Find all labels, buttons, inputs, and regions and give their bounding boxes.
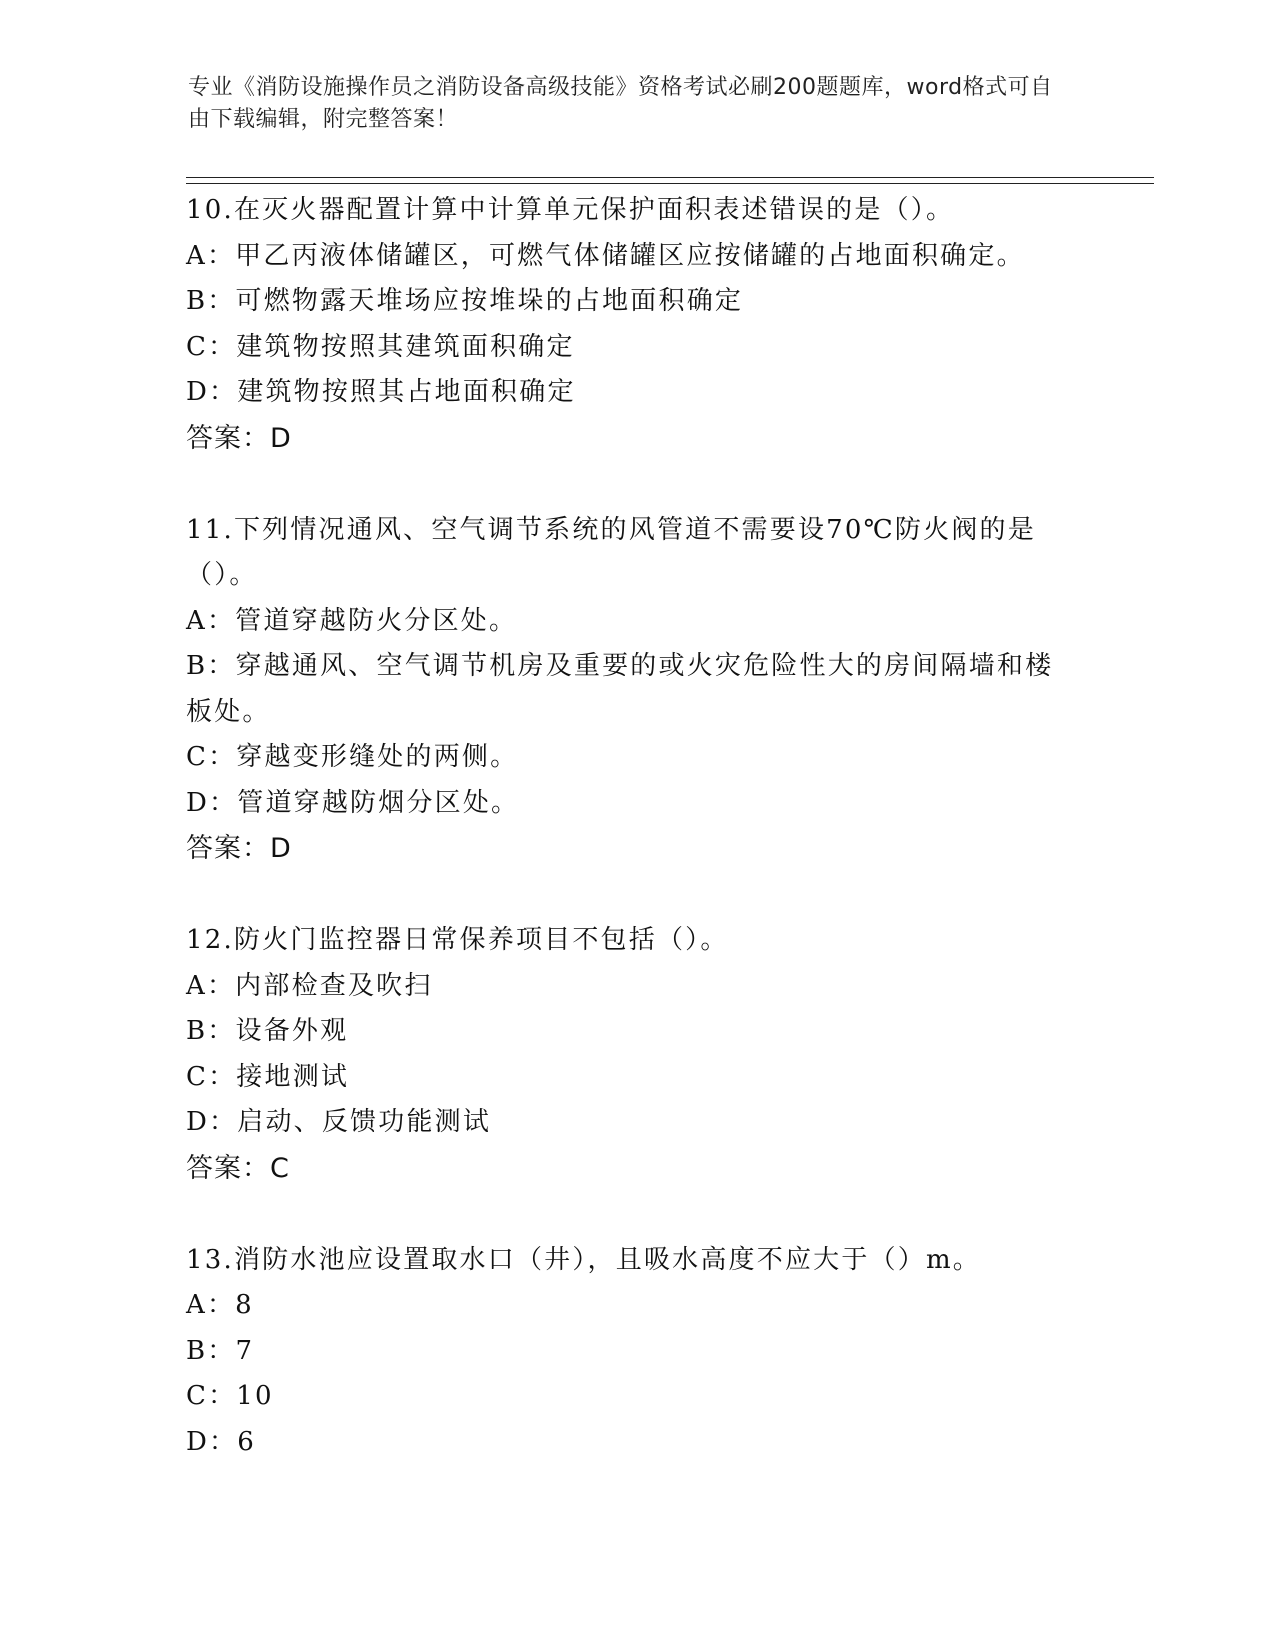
header-rule-bottom — [186, 183, 1154, 184]
option-c: C：建筑物按照其建筑面积确定 — [186, 331, 575, 362]
answer-line: 答案：D — [186, 422, 292, 454]
option-d: D：建筑物按照其占地面积确定 — [186, 377, 576, 407]
question-stem: 11.下列情况通风、空气调节系统的风管道不需要设70℃防火阀的是（）。 — [186, 514, 1036, 590]
option-a: A：内部检查及吹扫 — [186, 970, 433, 1001]
answer-line: 答案：D — [186, 833, 292, 864]
option-c: C：穿越变形缝处的两侧。 — [186, 742, 519, 772]
option-b: B：设备外观 — [186, 1016, 349, 1046]
option-a: A：8 — [186, 1290, 254, 1320]
option-b: B：穿越通风、空气调节机房及重要的或火灾危险性大的房间隔墙和楼板处。 — [186, 651, 1054, 727]
option-c: C：接地测试 — [186, 1061, 350, 1092]
question-10 — [186, 188, 1086, 462]
question-12 — [186, 918, 1086, 1192]
option-c: C：10 — [186, 1381, 274, 1411]
option-d: D：启动、反馈功能测试 — [186, 1107, 492, 1137]
question-13 — [186, 1238, 1086, 1466]
option-b: B：7 — [186, 1335, 255, 1366]
option-d: D：6 — [186, 1426, 256, 1457]
option-a: A：甲乙丙液体储罐区，可燃气体储罐区应按储罐的占地面积确定。 — [186, 240, 1025, 271]
option-d: D：管道穿越防烟分区处。 — [186, 787, 520, 818]
question-stem: 12.防火门监控器日常保养项目不包括（）。 — [186, 925, 729, 955]
option-a: A：管道穿越防火分区处。 — [186, 605, 518, 636]
question-stem: 13.消防水池应设置取水口（井），且吸水高度不应大于（）m。 — [186, 1244, 982, 1275]
option-b: B：可燃物露天堆场应按堆垛的占地面积确定 — [186, 286, 744, 316]
header-rule-top — [186, 177, 1154, 178]
question-11 — [186, 508, 1086, 873]
answer-line: 答案：C — [186, 1152, 290, 1184]
question-list — [186, 188, 1086, 1511]
document-header-intro: 专业《消防设施操作员之消防设备高级技能》资格考试必刷200题题库，word格式可自由下载编辑，附完整答案！ — [188, 75, 1053, 132]
question-stem: 10.在灭火器配置计算中计算单元保护面积表述错误的是（）。 — [186, 195, 955, 225]
